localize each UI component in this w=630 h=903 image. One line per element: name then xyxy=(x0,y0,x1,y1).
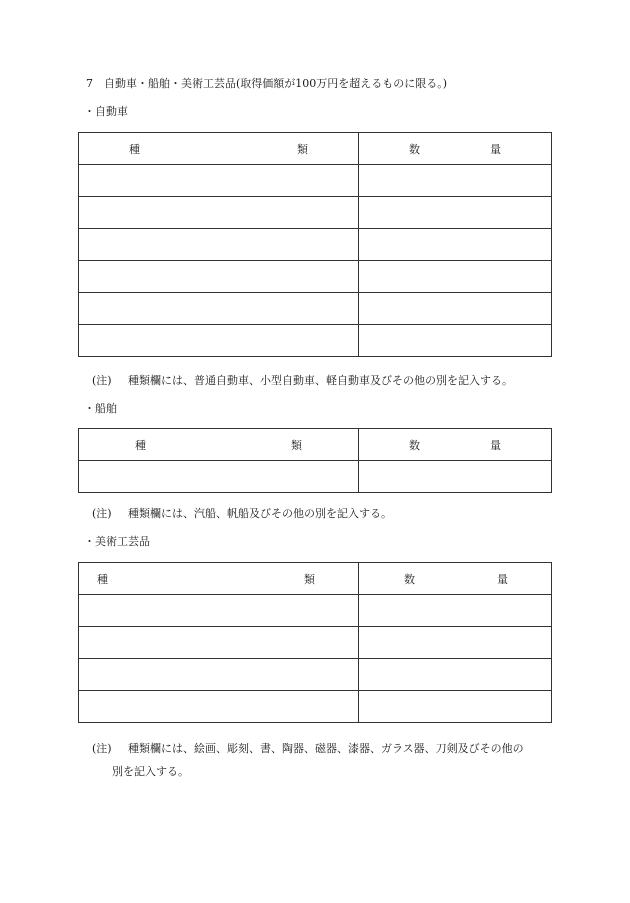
table-row xyxy=(79,461,552,493)
art-craft-table xyxy=(78,562,552,723)
quantity-cell[interactable] xyxy=(359,691,552,723)
quantity-cell[interactable] xyxy=(359,595,552,627)
quantity-cell[interactable] xyxy=(359,165,552,197)
subsection-label-ships: ・船舶 xyxy=(84,402,117,415)
kind-cell[interactable] xyxy=(79,293,359,325)
kind-cell[interactable] xyxy=(79,691,359,723)
quantity-cell[interactable] xyxy=(359,261,552,293)
note-text: 種類欄には、絵画、彫刻、書、陶器、磁器、漆器、ガラス器、刀剣及びその他の xyxy=(128,742,524,755)
art-craft-note xyxy=(92,742,524,756)
note-tag: (注) xyxy=(92,507,112,520)
quantity-cell[interactable] xyxy=(359,325,552,357)
note-tag: (注) xyxy=(92,374,112,387)
table-header-row xyxy=(79,133,552,165)
kind-cell[interactable] xyxy=(79,325,359,357)
automobile-note xyxy=(92,374,513,388)
ship-note xyxy=(92,507,392,521)
kind-cell[interactable] xyxy=(79,595,359,627)
note-text: 種類欄には、普通自動車、小型自動車、軽自動車及びその他の別を記入する。 xyxy=(128,374,513,387)
table-row xyxy=(79,595,552,627)
automobile-table xyxy=(78,132,552,357)
quantity-cell[interactable] xyxy=(359,461,552,493)
kind-column-header: 種 類 xyxy=(79,133,359,165)
table-row xyxy=(79,325,552,357)
subsection-label-automobiles: ・自動車 xyxy=(84,105,128,118)
kind-cell[interactable] xyxy=(79,261,359,293)
section-title: 自動車・船舶・美術工芸品(取得価額が100万円を超えるものに限る。) xyxy=(104,77,448,90)
kind-column-header: 種 類 xyxy=(79,563,359,595)
quantity-column-header: 数 量 xyxy=(359,133,552,165)
subsection-label-art-crafts: ・美術工芸品 xyxy=(84,535,150,548)
kind-cell[interactable] xyxy=(79,659,359,691)
quantity-cell[interactable] xyxy=(359,659,552,691)
quantity-cell[interactable] xyxy=(359,293,552,325)
quantity-column-header: 数 量 xyxy=(359,429,552,461)
table-header-row xyxy=(79,429,552,461)
table-row xyxy=(79,659,552,691)
quantity-cell[interactable] xyxy=(359,229,552,261)
kind-cell[interactable] xyxy=(79,229,359,261)
art-craft-note-continued: 別を記入する。 xyxy=(112,765,189,778)
kind-cell[interactable] xyxy=(79,627,359,659)
kind-cell[interactable] xyxy=(79,197,359,229)
table-row xyxy=(79,261,552,293)
table-row xyxy=(79,229,552,261)
note-text: 種類欄には、汽船、帆船及びその他の別を記入する。 xyxy=(128,507,392,520)
table-header-row xyxy=(79,563,552,595)
table-row xyxy=(79,197,552,229)
kind-column-header: 種 類 xyxy=(79,429,359,461)
kind-cell[interactable] xyxy=(79,165,359,197)
section-number: 7 xyxy=(86,77,93,90)
quantity-cell[interactable] xyxy=(359,627,552,659)
note-tag: (注) xyxy=(92,742,112,755)
kind-cell[interactable] xyxy=(79,461,359,493)
table-row xyxy=(79,691,552,723)
quantity-cell[interactable] xyxy=(359,197,552,229)
ship-table xyxy=(78,428,552,493)
table-row xyxy=(79,627,552,659)
section-heading xyxy=(86,77,447,91)
quantity-column-header: 数 量 xyxy=(359,563,552,595)
table-row xyxy=(79,165,552,197)
table-row xyxy=(79,293,552,325)
